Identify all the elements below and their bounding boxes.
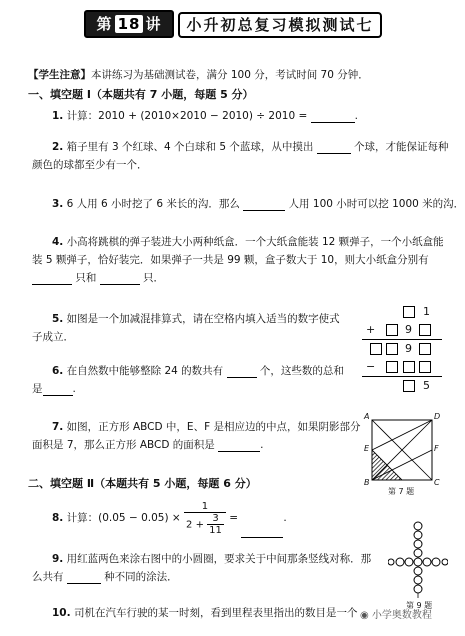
digit: 9 bbox=[405, 342, 412, 355]
question-text: 计算：2010 + (2010×2010 − 2010) ÷ 2010 = bbox=[66, 110, 308, 122]
figure-caption: 第 7 题 bbox=[388, 487, 415, 496]
inner-numerator: 3 bbox=[207, 513, 224, 525]
small-circle[interactable] bbox=[414, 585, 422, 593]
watermark bbox=[360, 606, 432, 621]
watermark-text: 小学奥数教程 bbox=[371, 610, 432, 621]
section-1-title: 一、填空题 Ⅰ（本题共有 7 小题，每题 5 分） bbox=[28, 88, 254, 101]
digit-box[interactable] bbox=[386, 324, 398, 336]
question-9 bbox=[52, 552, 371, 566]
question-9-line-2 bbox=[32, 570, 178, 584]
header bbox=[84, 6, 384, 40]
question-text: 只． bbox=[143, 272, 165, 284]
digit-box[interactable] bbox=[419, 324, 431, 336]
small-circle[interactable] bbox=[414, 576, 422, 584]
question-text: 如图是一个加减混排算式，请在空格内填入适当的数字使式 bbox=[66, 313, 340, 325]
question-text: 计算： bbox=[66, 512, 99, 524]
small-circle[interactable] bbox=[414, 558, 422, 566]
question-7 bbox=[52, 420, 360, 434]
small-circle[interactable] bbox=[396, 558, 404, 566]
question-end: . bbox=[260, 439, 264, 451]
segment-line bbox=[372, 420, 432, 450]
figure-9 bbox=[388, 520, 448, 612]
notice-text: 本讲练习为基础测试卷，满分 100 分，考试时间 70 分钟． bbox=[91, 69, 369, 81]
wechat-icon: ◉ bbox=[360, 610, 369, 621]
question-number: 1. bbox=[52, 110, 64, 122]
question-number: 7. bbox=[52, 421, 64, 433]
question-2 bbox=[52, 140, 449, 154]
expression: (0.05 − 0.05) × bbox=[98, 512, 181, 524]
question-8 bbox=[52, 498, 287, 538]
answer-blank[interactable] bbox=[43, 395, 73, 396]
plus-sign: + bbox=[366, 323, 376, 336]
notice bbox=[28, 68, 369, 82]
denominator-part: 2 + bbox=[186, 519, 204, 530]
small-circle[interactable] bbox=[414, 549, 422, 557]
digit-box[interactable] bbox=[403, 380, 415, 392]
fraction-denominator bbox=[184, 513, 226, 536]
question-text: 人用 100 小时可以挖 1000 米的沟． bbox=[288, 198, 465, 210]
divider-line bbox=[362, 339, 442, 340]
small-circle[interactable] bbox=[423, 558, 431, 566]
question-4 bbox=[52, 235, 444, 249]
question-end: . bbox=[72, 383, 76, 395]
question-text: 个球，才能保证每种 bbox=[354, 141, 449, 153]
question-text: 个，这些数的总和 bbox=[259, 365, 344, 377]
small-circle[interactable] bbox=[414, 531, 422, 539]
circle-diagram bbox=[388, 520, 448, 600]
digit-box[interactable] bbox=[386, 343, 398, 355]
label-b: B bbox=[364, 478, 370, 487]
question-text: 箱子里有 3 个红球、4 个白球和 5 个蓝球，从中摸出 bbox=[66, 141, 314, 153]
small-circle[interactable] bbox=[414, 522, 422, 530]
question-number: 5. bbox=[52, 313, 64, 325]
question-text: 司机在汽车行驶的某一时刻，看到里程表里指出的数目是一个 bbox=[73, 607, 358, 619]
divider-line bbox=[362, 376, 442, 377]
small-circle[interactable] bbox=[432, 558, 440, 566]
question-text: 面积是 7，那么正方形 ABCD 的面积是 bbox=[32, 439, 215, 451]
question-7-line-2 bbox=[32, 438, 264, 452]
notice-label: 【学生注意】 bbox=[28, 69, 91, 81]
question-end: . bbox=[354, 110, 358, 122]
label-a: A bbox=[364, 412, 370, 421]
question-number: 8. bbox=[52, 512, 64, 524]
question-number: 9. bbox=[52, 553, 64, 565]
small-circle[interactable] bbox=[405, 558, 413, 566]
answer-blank[interactable] bbox=[32, 284, 72, 285]
label-d: D bbox=[434, 412, 441, 421]
digit-box[interactable] bbox=[403, 306, 415, 318]
digit-box[interactable] bbox=[370, 343, 382, 355]
label-f: F bbox=[434, 444, 439, 453]
answer-blank[interactable] bbox=[67, 583, 101, 584]
small-circle[interactable] bbox=[388, 559, 394, 565]
question-6-line-2 bbox=[32, 382, 76, 396]
digit: 9 bbox=[405, 323, 412, 336]
question-5-line-2: 子成立． bbox=[32, 331, 74, 343]
lecture-number: 18 bbox=[115, 15, 144, 33]
question-text: 是 bbox=[32, 383, 43, 395]
fraction-numerator: 1 bbox=[184, 501, 226, 513]
question-number: 3. bbox=[52, 198, 64, 210]
small-circle[interactable] bbox=[442, 559, 448, 565]
answer-blank[interactable] bbox=[227, 377, 257, 378]
question-number: 4. bbox=[52, 236, 64, 248]
answer-blank[interactable] bbox=[241, 537, 283, 538]
inner-fraction bbox=[207, 513, 224, 536]
lecture-suffix: 讲 bbox=[145, 15, 162, 33]
question-text: 只和 bbox=[75, 272, 97, 284]
question-text: 用红蓝两色来涂右图中的小圆圈，要求关于中间那条竖线对称．那 bbox=[66, 553, 372, 565]
digit-box[interactable] bbox=[386, 361, 398, 373]
small-circle[interactable] bbox=[414, 540, 422, 548]
question-2-line-2: 颜色的球都至少有一个． bbox=[32, 159, 148, 171]
inner-denominator: 11 bbox=[209, 524, 222, 536]
question-4-line-3 bbox=[32, 271, 164, 285]
digit-box[interactable] bbox=[419, 361, 431, 373]
question-text: 6 人用 6 小时挖了 6 米长的沟．那么 bbox=[66, 198, 240, 210]
digit: 5 bbox=[423, 379, 430, 392]
digit-box[interactable] bbox=[419, 343, 431, 355]
section-2-title: 二、填空题 Ⅱ（本题共有 5 小题，每题 6 分） bbox=[28, 477, 257, 490]
question-text: 么共有 bbox=[32, 571, 64, 583]
fraction bbox=[184, 501, 226, 536]
question-end: . bbox=[283, 512, 287, 524]
question-4-line-2: 装 5 颗弹子，恰好装完．如果弹子一共是 99 颗，盒子数大于 10，则大小纸盒分别有 bbox=[32, 254, 429, 266]
page-title: 小升初总复习模拟测试七 bbox=[178, 12, 382, 38]
question-text: 在自然数中能够整除 24 的数共有 bbox=[66, 365, 224, 377]
figure-7 bbox=[362, 410, 442, 500]
answer-blank[interactable] bbox=[218, 451, 260, 452]
question-number: 6. bbox=[52, 365, 64, 377]
digit: 1 bbox=[423, 305, 430, 318]
lecture-prefix: 第 bbox=[96, 15, 113, 33]
figure-caption: 第 9 题 bbox=[406, 601, 433, 610]
question-number: 10. bbox=[52, 607, 71, 619]
question-10 bbox=[52, 606, 357, 620]
label-e: E bbox=[364, 444, 370, 453]
lecture-badge bbox=[84, 10, 174, 38]
question-text: 小高将跳棋的弹子装进大小两种纸盒．一个大纸盒能装 12 颗弹子，一个小纸盒能 bbox=[66, 236, 444, 248]
equals-sign: = bbox=[229, 512, 239, 524]
question-3 bbox=[52, 197, 464, 211]
minus-sign: − bbox=[366, 360, 376, 373]
answer-blank[interactable] bbox=[243, 210, 285, 211]
question-number: 2. bbox=[52, 141, 64, 153]
question-5 bbox=[52, 312, 340, 326]
digit-box[interactable] bbox=[403, 361, 415, 373]
answer-blank[interactable] bbox=[100, 284, 140, 285]
question-1 bbox=[52, 109, 358, 123]
question-text: 种不同的涂法． bbox=[104, 571, 178, 583]
small-circle[interactable] bbox=[414, 567, 422, 575]
question-6 bbox=[52, 364, 344, 378]
answer-blank[interactable] bbox=[317, 153, 351, 154]
label-c: C bbox=[434, 478, 440, 487]
answer-blank[interactable] bbox=[311, 122, 355, 123]
question-text: 如图，正方形 ABCD 中，E、F 是相应边的中点，如果阴影部分 bbox=[66, 421, 361, 433]
